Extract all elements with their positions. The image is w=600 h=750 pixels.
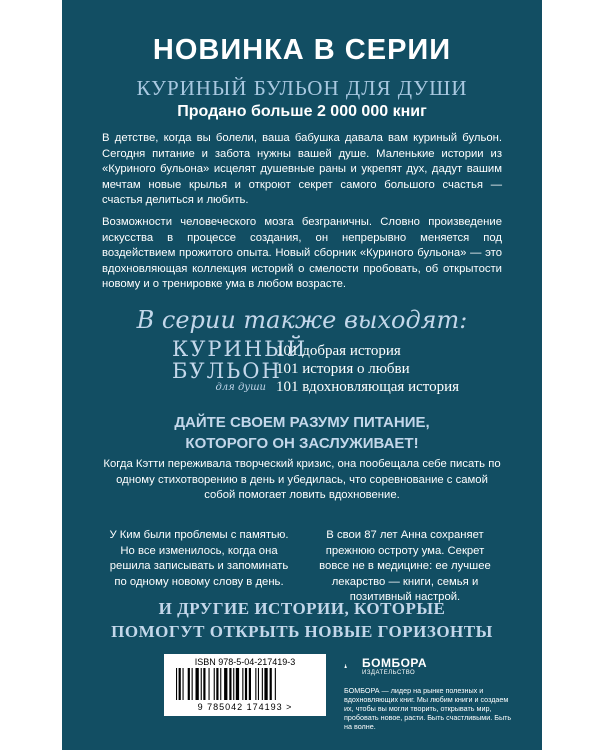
series-logo-line-2: БУЛЬОН <box>172 359 282 383</box>
isbn-label: ISBN 978-5-04-217419-3 <box>194 657 296 667</box>
callout-heading <box>62 412 542 454</box>
intro-paragraph-1: В детстве, когда вы болели, ваша бабушка давала вам куриный бульон. Сегодня питание и забота нужны вашей душе. Маленькие истории из «Куриного бульона» исцелят душевные раны и укрепят дух, дадут вашим мечтам новые крылья и откроют секрет самого большого счастья — счастья делиться и любить. <box>102 132 502 206</box>
story-right: В свои 87 лет Анна сохраняет прежнюю остроту ума. Секрет вовсе не в медицине: ее лучшее лекарство — книги, семья и позитивный настрой. <box>319 529 491 603</box>
series-logo-line-1: КУРИНЫЙ <box>172 337 308 361</box>
series-title-item: 101 добрая история <box>276 343 401 359</box>
story-left: У Ким были проблемы с памятью. Но все изменилось, когда она решила записывать и запоминать по одному новому слову в день. <box>109 529 289 588</box>
other-line-1: И ДРУГИЕ ИСТОРИИ, КОТОРЫЕ <box>158 599 446 618</box>
book-back-cover <box>62 0 542 750</box>
publisher-description: БОМБОРА — лидер на рынке полезных и вдохновляющих книг. Мы любим книги и создаем их, чтобы вы могли творить, открывать мир, пробовать новое, расти. Быть счастливыми. Быть на волне. <box>344 686 512 731</box>
also-in-series-heading: В серии также выходят: <box>136 306 468 334</box>
series-title-item: 101 вдохновляющая история <box>276 379 460 395</box>
other-line-2: ПОМОГУТ ОТКРЫТЬ НОВЫЕ ГОРИЗОНТЫ <box>111 622 493 641</box>
barcode <box>164 654 326 716</box>
callout-line-1: ДАЙТЕ СВОЕМ РАЗУМУ ПИТАНИЕ, <box>174 414 430 431</box>
new-in-series-title: НОВИНКА В СЕРИИ <box>152 34 452 66</box>
sold-count: Продано больше 2 000 000 книг <box>177 103 427 120</box>
callout-line-2: КОТОРОГО ОН ЗАСЛУЖИВАЕТ! <box>185 435 419 452</box>
story-main: Когда Кэтти переживала творческий кризис, она пообещала себе писать по одному стихотворению в день и убедилась, что соревнование с самой собой помогает ловить вдохновение. <box>103 458 501 501</box>
series-titles-list <box>276 342 459 396</box>
intro-paragraph-2: Возможности человеческого мозга безграничны. Словно произведение искусства в процессе создания, он непрерывно меняется под воздействием прожитого опыта. Новый сборник «Куриного бульона» — это вдохновляющая коллекция историй о смелости пробовать, об открытости новому и о тренировке ума в любом возрасте. <box>102 216 502 290</box>
publisher-name: БОМБОРА <box>362 656 428 670</box>
series-logo <box>172 337 308 393</box>
other-stories-heading <box>62 597 542 643</box>
publisher-subtitle: ИЗДАТЕЛЬСТВО <box>362 670 416 676</box>
barcode-bars <box>174 668 318 700</box>
series-title-item: 101 история о любви <box>276 361 410 377</box>
series-logo-line-3: для души <box>215 382 266 393</box>
bombora-logo-icon <box>344 653 362 679</box>
barcode-number: 9 785042 174193 > <box>197 702 293 712</box>
series-name: КУРИНЫЙ БУЛЬОН ДЛЯ ДУШИ <box>136 76 468 100</box>
